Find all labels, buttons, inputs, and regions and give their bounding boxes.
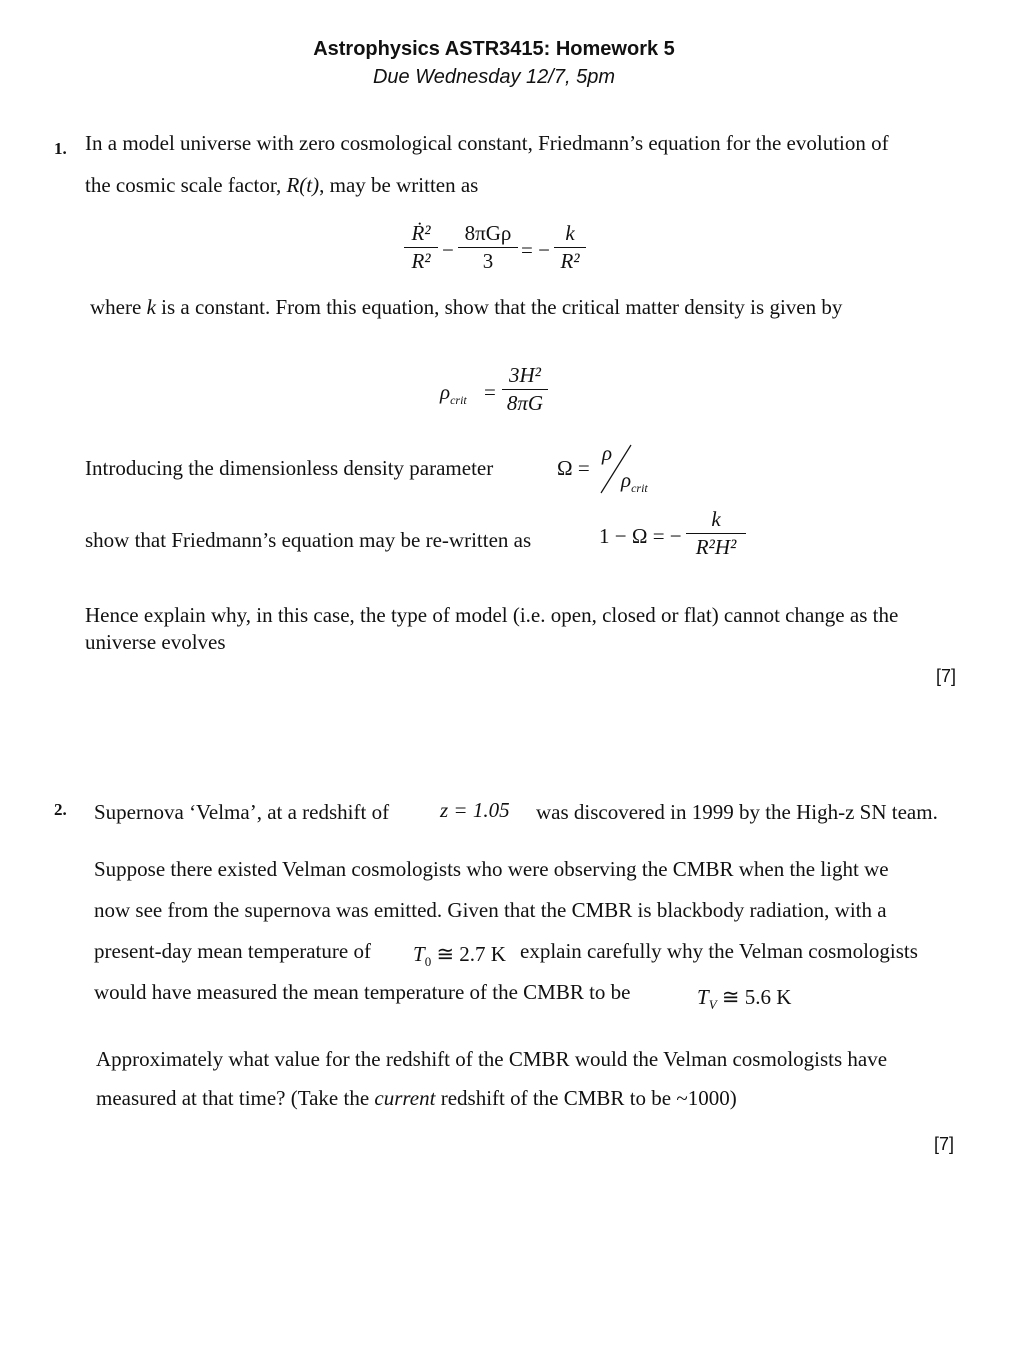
eq1-t2-num: 8πGρ xyxy=(464,221,512,245)
q2-para-line1: Suppose there existed Velman cosmologists who were observing the CMBR when the light we xyxy=(94,857,889,881)
q1-marks: [7] xyxy=(936,666,957,686)
eq1-t2-den: 3 xyxy=(482,249,494,274)
eq1-t3-num: k xyxy=(565,221,575,245)
question-number: 2. xyxy=(54,800,67,819)
eq3-num: ρ xyxy=(602,441,613,465)
t0-value: ≅ 2.7 K xyxy=(436,942,506,966)
q2-approx-line1: Approximately what value for the redshift of the CMBR would the Velman cosmologists have xyxy=(96,1047,888,1071)
eq1-t1-den: R² xyxy=(411,249,431,274)
eq1-minus: − xyxy=(442,238,454,262)
present-temperature xyxy=(413,942,506,970)
eq4-lhs: 1 − Ω = − xyxy=(599,524,682,548)
eq3-den-sub: crit xyxy=(631,481,648,496)
q1-hence-line2: universe evolves xyxy=(85,630,226,654)
q1-line2-pre: the cosmic scale factor, xyxy=(85,173,287,197)
q2-line1-pre: Supernova ‘Velma’, at a redshift of xyxy=(94,800,390,824)
k-symbol: k xyxy=(146,295,156,319)
tv-value: ≅ 5.6 K xyxy=(721,985,792,1009)
eq2-lhs-sub: crit xyxy=(450,393,467,408)
where-post: is a constant. From this equation, show that the critical matter density is given by xyxy=(155,295,843,319)
tv-symbol: T xyxy=(697,985,709,1009)
eq3-den xyxy=(621,468,648,496)
t0-sub: 0 xyxy=(424,954,432,970)
q2-para-line2: now see from the supernova was emitted. Given that the CMBR is blackbody radiation, with a xyxy=(94,898,887,922)
eq2-fraction xyxy=(502,364,548,415)
q1-where-line xyxy=(90,295,842,320)
q1-show-text: show that Friedmann’s equation may be re-written as xyxy=(85,528,532,552)
term-rdot-over-r xyxy=(404,222,438,273)
tv-sub: V xyxy=(708,997,717,1013)
q1-hence-line1: Hence explain why, in this case, the type of model (i.e. open, closed or flat) cannot change as the xyxy=(85,603,899,627)
q1-line1: In a model universe with zero cosmological constant, Friedmann’s equation for the evolution of xyxy=(85,131,889,155)
term-8piGrho-over-3 xyxy=(458,222,518,273)
question-number: 1. xyxy=(54,139,67,158)
approx-pre: measured at that time? (Take the xyxy=(96,1086,375,1110)
term-k-over-r2 xyxy=(554,222,586,273)
eq1-t1-num: Ṙ² xyxy=(411,221,431,245)
eq2-lhs: ρ xyxy=(440,380,451,404)
eq2-num: 3H² xyxy=(509,363,541,387)
q2-para-line4: would have measured the mean temperature of the CMBR to be xyxy=(94,980,631,1004)
eq1-rhs-sign: = − xyxy=(521,238,550,262)
eq2-den: 8πG xyxy=(506,391,544,416)
approx-post: redshift of the CMBR to be ~1000) xyxy=(435,1086,737,1110)
eq3-den-symbol: ρ xyxy=(621,468,632,492)
redshift-equation: z = 1.05 xyxy=(440,798,510,822)
where-pre: where xyxy=(90,295,147,319)
velman-temperature xyxy=(697,985,791,1013)
eq1-t3-den: R² xyxy=(560,249,580,274)
q2-para-line3-post: explain carefully why the Velman cosmologists xyxy=(520,939,918,963)
eq4-fraction xyxy=(686,508,746,559)
q2-marks: [7] xyxy=(934,1134,955,1154)
current-emphasis: current xyxy=(374,1086,436,1110)
scale-factor-symbol: R(t) xyxy=(286,173,320,197)
rho-crit-symbol xyxy=(440,380,467,408)
eq2-equals: = xyxy=(484,380,496,404)
q1-line2-post: , may be written as xyxy=(319,173,479,197)
page-title: Astrophysics ASTR3415: Homework 5 xyxy=(313,38,675,60)
q1-introducing-text: Introducing the dimensionless density parameter xyxy=(85,456,494,480)
q1-line2 xyxy=(85,173,478,198)
due-date: Due Wednesday 12/7, 5pm xyxy=(372,66,615,88)
eq3-lhs: Ω = xyxy=(557,456,590,480)
eq4-den: R²H² xyxy=(695,535,737,560)
q2-line1-post: was discovered in 1999 by the High-z SN team. xyxy=(536,800,938,824)
eq4-num: k xyxy=(711,507,721,531)
q2-para-line3-pre: present-day mean temperature of xyxy=(94,939,371,963)
q2-approx-line2 xyxy=(96,1086,737,1111)
t0-symbol: T xyxy=(413,942,425,966)
